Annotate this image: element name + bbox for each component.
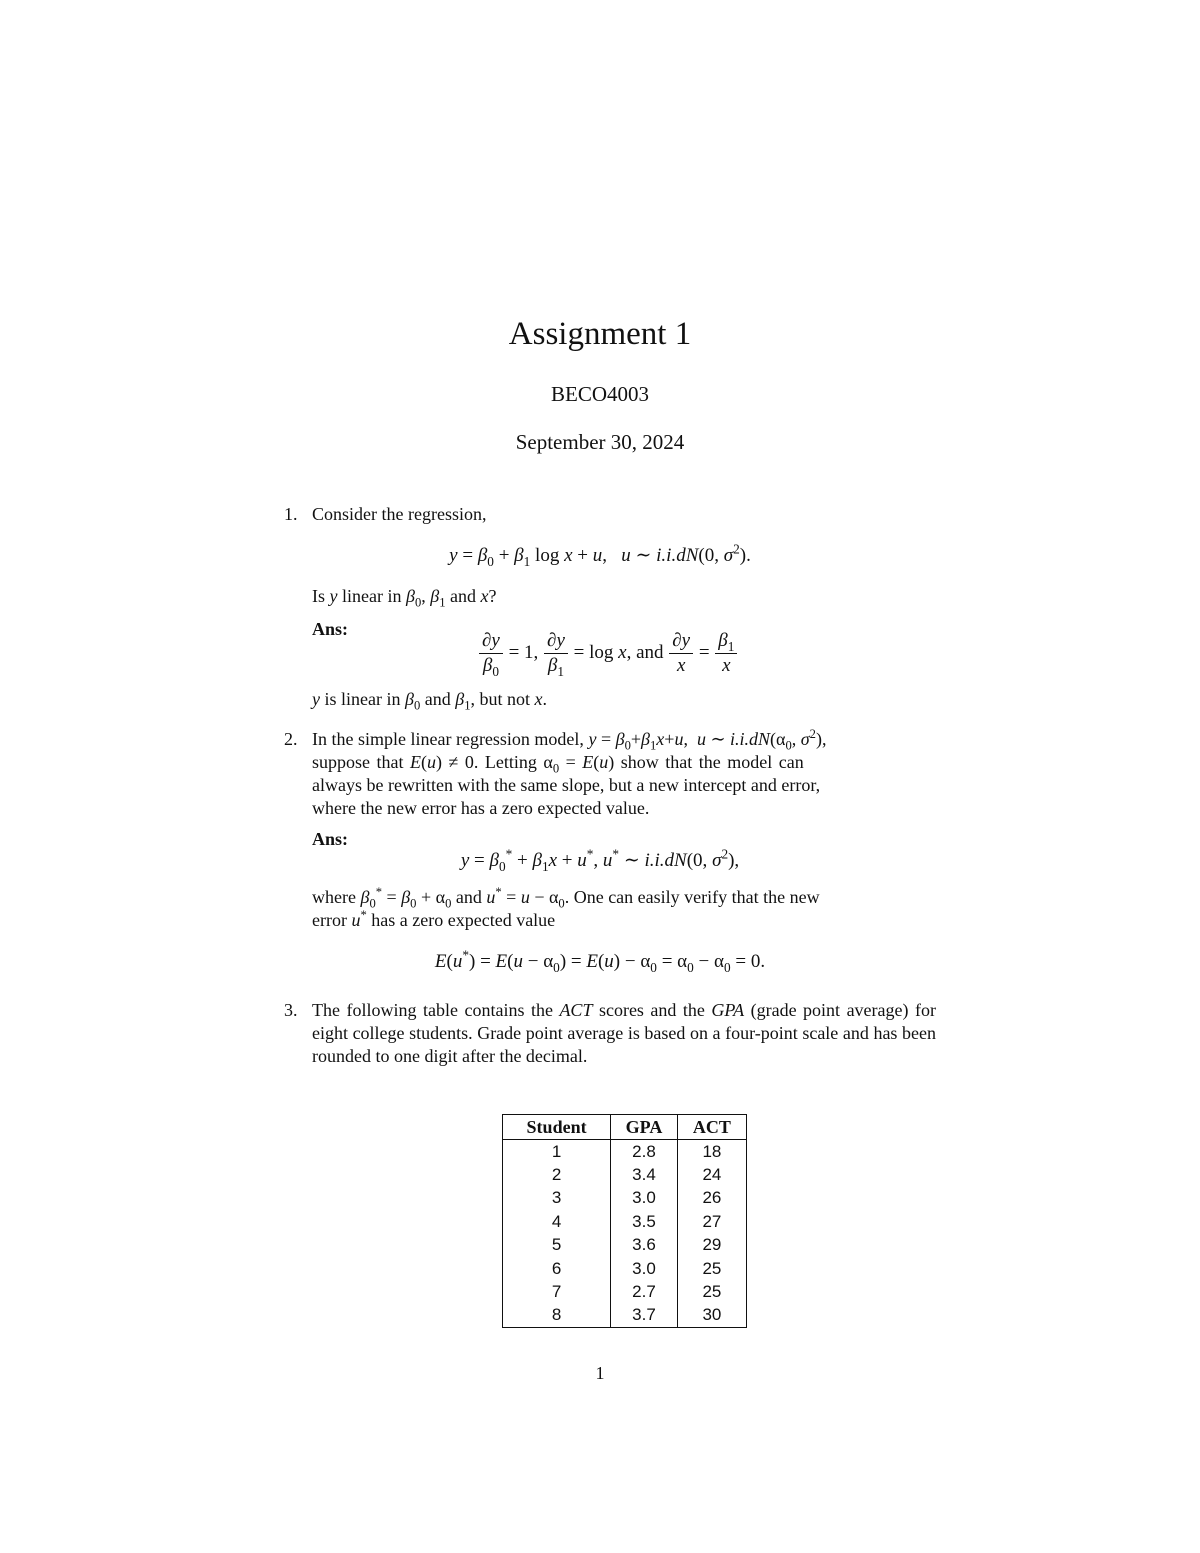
cell-act: 24 bbox=[677, 1163, 746, 1186]
q2-expectation-equation: $E(u^*) = E(u - \alpha_0) = E(u) - \alpha_0 = \alpha_0 - \alpha_0 = 0$. bbox=[434, 947, 766, 975]
cell-act: 26 bbox=[677, 1187, 746, 1210]
cell-student: 7 bbox=[503, 1280, 611, 1303]
table-row bbox=[503, 1280, 747, 1303]
cell-gpa: 3.5 bbox=[611, 1210, 678, 1233]
column-header-act: ACT bbox=[677, 1115, 746, 1140]
cell-student: 5 bbox=[503, 1234, 611, 1257]
cell-student: 3 bbox=[503, 1187, 611, 1210]
document-date: September 30, 2024 bbox=[515, 430, 685, 454]
q2-line-2: suppose that E(u) ≠ 0. Letting $\alpha_0 = E(u)$ show that the model can bbox=[312, 752, 804, 776]
column-header-gpa: GPA bbox=[611, 1115, 678, 1140]
table-row bbox=[503, 1234, 747, 1257]
cell-gpa: 3.7 bbox=[611, 1304, 678, 1328]
q2-line-4: where the new error has a zero expected value. bbox=[312, 798, 650, 818]
cell-gpa: 3.0 bbox=[611, 1257, 678, 1280]
cell-student: 1 bbox=[503, 1140, 611, 1164]
cell-student: 2 bbox=[503, 1163, 611, 1186]
cell-student: 6 bbox=[503, 1257, 611, 1280]
table-row bbox=[503, 1304, 747, 1328]
cell-act: 25 bbox=[677, 1280, 746, 1303]
page-title: Assignment 1 bbox=[508, 316, 692, 352]
gpa-act-table bbox=[502, 1114, 747, 1328]
cell-act: 30 bbox=[677, 1304, 746, 1328]
cell-act: 29 bbox=[677, 1234, 746, 1257]
table-row bbox=[503, 1257, 747, 1280]
q2-number: 2. bbox=[284, 729, 298, 749]
cell-gpa: 3.6 bbox=[611, 1234, 678, 1257]
q2-answer-equation: $y = \beta_0^* + \beta_1x + u^*$, u* ∼ i.i.dN(0, $\sigma^2$), bbox=[460, 846, 740, 874]
q2-line-1: In the simple linear regression model, $y = \beta_0+\beta_1x+u$, u ∼ $i.i.dN(\alpha_0$, $\sigma^2$), bbox=[312, 727, 827, 753]
cell-act: 27 bbox=[677, 1210, 746, 1233]
table-row bbox=[503, 1187, 747, 1210]
q1-intro: Consider the regression, bbox=[312, 504, 487, 524]
q3-number: 3. bbox=[284, 1000, 298, 1020]
q1-answer-equation: $\frac{\partial y}{\beta_0}$ = 1, $\frac{\partial y}{\beta_1}$ = log x, and $\frac{\partial y}{x}$ = $\frac{\beta_1}{x}$ bbox=[478, 630, 738, 677]
q2-line-3: always be rewritten with the same slope, but a new intercept and error, bbox=[312, 775, 821, 795]
table-row bbox=[503, 1210, 747, 1233]
q2-error-line: error u* has a zero expected value bbox=[312, 908, 556, 930]
cell-act: 25 bbox=[677, 1257, 746, 1280]
cell-act: 18 bbox=[677, 1140, 746, 1164]
q3-text: The following table contains the ACT scores and the GPA (grade point average) for eight college students. Grade point average is based on a four-point scale and has been rounded to one digit after the decimal. bbox=[312, 1000, 936, 1066]
q1-question: Is y linear in $\beta_0$, $\beta_1$ and x? bbox=[312, 586, 497, 610]
q1-number: 1. bbox=[284, 504, 298, 524]
cell-gpa: 3.0 bbox=[611, 1187, 678, 1210]
q2-answer-label: Ans: bbox=[312, 829, 349, 849]
table-header-row bbox=[503, 1115, 747, 1140]
page-number: 1 bbox=[595, 1363, 605, 1383]
cell-gpa: 3.4 bbox=[611, 1163, 678, 1186]
column-header-student: Student bbox=[503, 1115, 611, 1140]
course-code: BECO4003 bbox=[550, 382, 649, 406]
cell-student: 4 bbox=[503, 1210, 611, 1233]
table-row bbox=[503, 1140, 747, 1164]
q1-answer-label: Ans: bbox=[312, 619, 349, 639]
cell-gpa: 2.7 bbox=[611, 1280, 678, 1303]
q1-conclusion: y is linear in $\beta_0$ and $\beta_1$, but not x. bbox=[312, 689, 548, 713]
q1-regression-equation: $y = \beta_0 + \beta_1$ log x + u, u ∼ i.i.dN(0, $\sigma^2$). bbox=[449, 541, 751, 569]
cell-gpa: 2.8 bbox=[611, 1140, 678, 1164]
cell-student: 8 bbox=[503, 1304, 611, 1328]
q2-where-line: where $\beta_0^* = \beta_0 + \alpha_0$ and $u^* = u - \alpha_0$. One can easily verify that the new bbox=[312, 885, 820, 911]
table-row bbox=[503, 1163, 747, 1186]
